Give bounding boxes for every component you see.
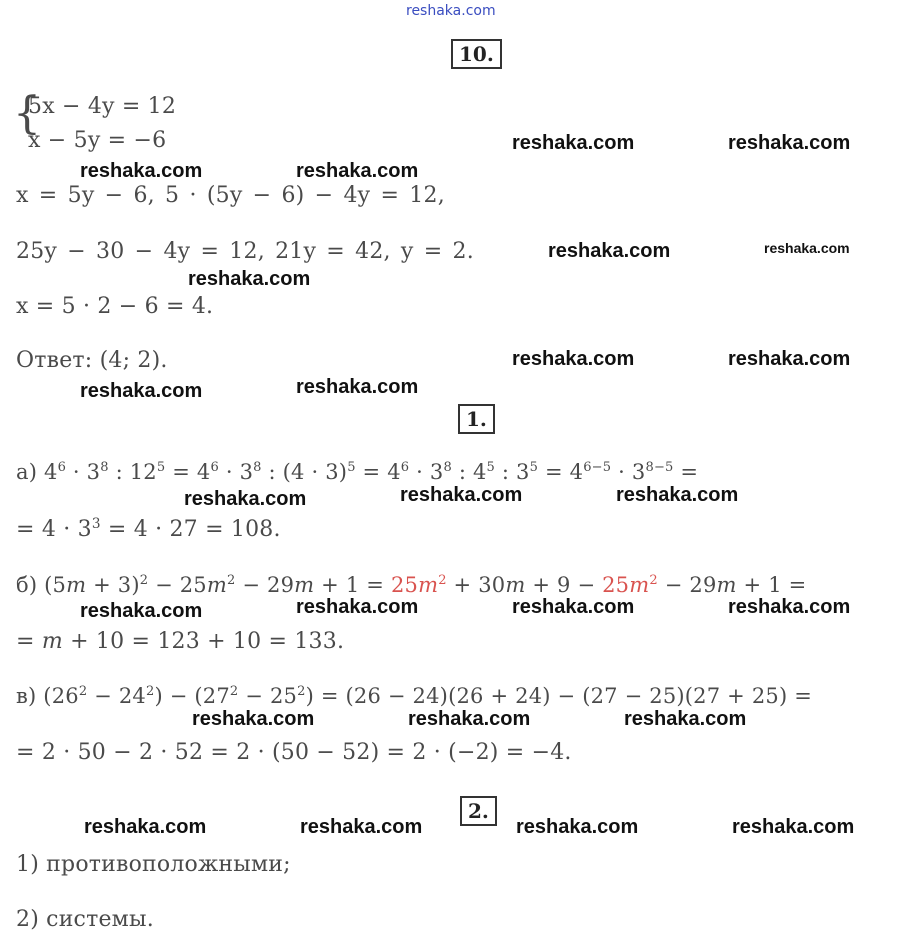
solution-line-2: 25y − 30 − 4y = 12, 21y = 42, y = 2. <box>16 239 474 264</box>
watermark: reshaka.com <box>516 816 639 838</box>
watermark: reshaka.com <box>512 348 635 370</box>
part-b-line-1: б) $(5m + 3)^2 - 25m^2 - 29m + 1 = 25m^2 + 30m + 9 - 25m^2 - 29m + 1$ = <box>16 573 807 597</box>
part-c-line-1: в) $(26^2 - 24^2) - (27^2 - 25^2) = (26 - 24)(26 + 24) - (27 - 25)(27 + 25)$ = <box>16 684 813 708</box>
watermark: reshaka.com <box>732 816 855 838</box>
watermark: reshaka.com <box>80 600 203 622</box>
highlight-term-1: $25m^2$ <box>390 573 447 597</box>
watermark: reshaka.com <box>728 348 851 370</box>
part-a-line-2: = $4 \cdot 3^3 = 4 \cdot 27 = 108$. <box>16 515 281 542</box>
watermark: reshaka.com <box>84 816 207 838</box>
answer-line: Ответ: (4; 2). <box>16 348 168 373</box>
part-b-label: б) <box>16 573 38 597</box>
part-b-line-2: = m + 10 = 123 + 10 = 133. <box>16 629 345 654</box>
watermark: reshaka.com <box>408 708 531 730</box>
watermark: reshaka.com <box>728 596 851 618</box>
task-2-item-2: 2) системы. <box>16 907 154 932</box>
solution-line-1: x = 5y − 6, 5 · (5y − 6) − 4y = 12, <box>16 183 445 208</box>
watermark: reshaka.com <box>296 160 419 182</box>
system-brace: { <box>13 88 41 139</box>
watermark: reshaka.com <box>624 708 747 730</box>
task-number-1-text: 1 <box>466 407 480 431</box>
watermark: reshaka.com <box>80 380 203 402</box>
watermark: reshaka.com <box>300 816 423 838</box>
watermark: reshaka.com <box>184 488 307 510</box>
watermark: reshaka.com <box>548 240 671 262</box>
task-number-10-text: 10 <box>459 42 487 66</box>
watermark: reshaka.com <box>296 376 419 398</box>
watermark: reshaka.com <box>192 708 315 730</box>
watermark: reshaka.com <box>400 484 523 506</box>
watermark: reshaka.com <box>764 240 850 256</box>
task-2-item-1: 1) противоположными; <box>16 852 291 877</box>
watermark: reshaka.com <box>188 268 311 290</box>
watermark: reshaka.com <box>80 160 203 182</box>
watermark: reshaka.com <box>616 484 739 506</box>
system-equation-1: 5x − 4y = 12 <box>28 94 177 119</box>
watermark: reshaka.com <box>728 132 851 154</box>
site-header-link[interactable]: reshaka.com <box>406 3 496 19</box>
solution-line-3: x = 5 · 2 − 6 = 4. <box>16 294 214 319</box>
system-equation-2: x − 5y = −6 <box>28 128 167 153</box>
part-c-line-2: = 2 · 50 − 2 · 52 = 2 · (50 − 52) = 2 · (−2) = −4. <box>16 740 572 765</box>
watermark: reshaka.com <box>512 596 635 618</box>
task-number-2: 2. <box>460 796 497 826</box>
task-number-2-text: 2 <box>468 799 482 823</box>
watermark: reshaka.com <box>296 596 419 618</box>
highlight-term-2: $25m^2$ <box>602 573 658 597</box>
part-c-label: в) <box>16 684 37 708</box>
watermark: reshaka.com <box>512 132 635 154</box>
task-number-1: 1. <box>458 404 495 434</box>
part-a-label: а) <box>16 460 38 484</box>
task-number-10: 10. <box>451 39 502 69</box>
part-a-line-1: а) $4^6 \cdot 3^8$ : $12^5 = 4^6 \cdot 3^8$ : $(4 \cdot 3)^5 = 4^6 \cdot 3^8$ : $4^5$ : $3^5 = 4^{6-5} \cdot 3^{8-5}$ = <box>16 460 699 484</box>
